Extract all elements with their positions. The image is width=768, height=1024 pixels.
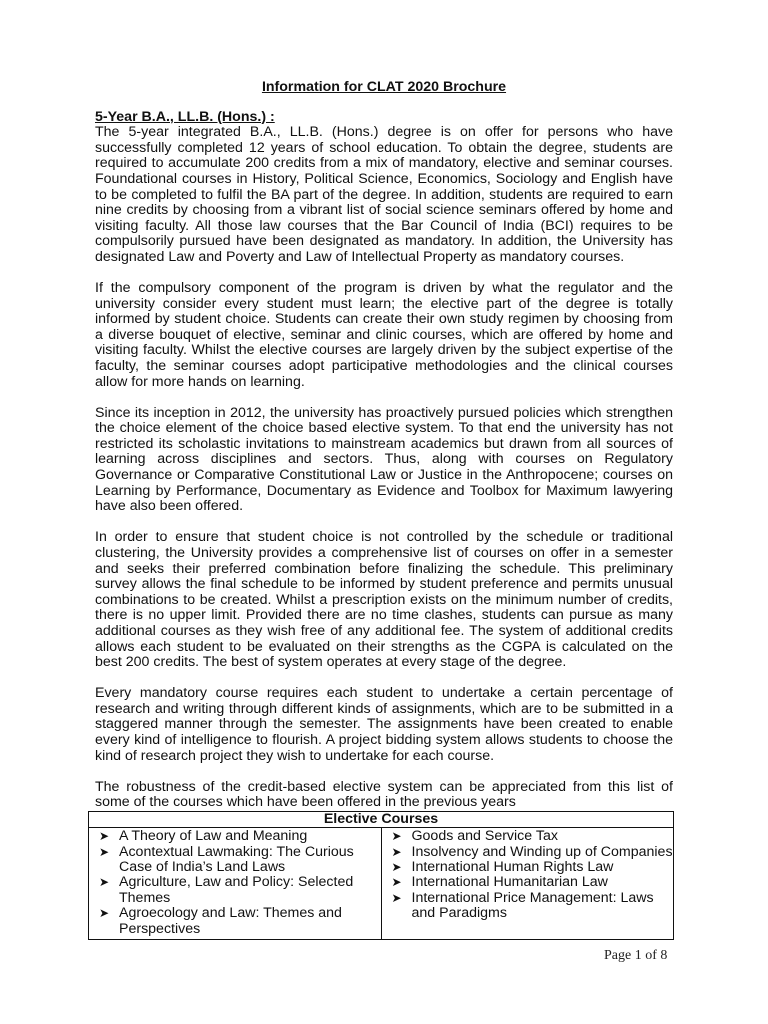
arrow-bullet-icon: ➤	[99, 906, 110, 921]
list-item: ➤ Insolvency and Winding up of Companies	[391, 843, 673, 860]
arrow-bullet-icon: ➤	[99, 844, 110, 859]
list-item: ➤ Acontextual Lawmaking: The Curious Case of India’s Land Laws	[99, 843, 354, 876]
paragraph-1: The 5-year integrated B.A., LL.B. (Hons.) degree is on offer for persons who have successfully completed 12 years of school education. To obtain the degree, students are required to accumulate 200 credits from a mix of mandatory, elective and seminar courses. Foundational courses in History, Political Science, Economics, Sociology and English have to be completed to fulfil the BA part of the degree. In addition, students are required to earn nine credits by choosing from a vibrant list of social science seminars offered by home and visiting faculty. All those law courses that the Bar Council of India (BCI) requires to be compulsorily pursued have been designated as mandatory. In addition, the University has designated Law and Poverty and Law of Intellectual Property as mandatory courses.	[95, 124, 673, 265]
arrow-bullet-icon: ➤	[391, 829, 402, 844]
arrow-bullet-icon: ➤	[391, 890, 402, 905]
paragraph-5: Every mandatory course requires each student to undertake a certain percentage of research and writing through different kinds of assignments, which are to be submitted in a staggered manner through the semester. The assignments have been created to enable every kind of intelligence to flourish. A project bidding system allows students to choose the kind of research project they wish to undertake for each course.	[95, 685, 673, 764]
section-heading: 5-Year B.A., LL.B. (Hons.) :	[95, 108, 275, 125]
left-column	[89, 828, 382, 940]
document-page	[95, 80, 673, 940]
list-item: ➤ Goods and Service Tax	[391, 828, 558, 845]
page-number: Page 1 of 8	[604, 948, 668, 963]
table-header: Elective Courses	[89, 811, 674, 827]
page-title: Information for CLAT 2020 Brochure	[261, 79, 507, 95]
paragraph-4: In order to ensure that student choice is not controlled by the schedule or traditional clustering, the University provides a comprehensive list of courses on offer in a semester and seeks their preferred combination before finalizing the schedule. This preliminary survey allows the final schedule to be informed by student preference and permits unusual combinations to be created. Whilst a prescription exists on the minimum number of credits, there is no upper limit. Provided there are no time clashes, students can pursue as many additional courses as they wish free of any additional fee. The system of additional credits allows each student to be evaluated on their strengths as the CGPA is calculated on the best 200 credits. The best of system operates at every stage of the degree.	[95, 529, 673, 671]
elective-courses-table	[88, 811, 674, 940]
arrow-bullet-icon: ➤	[391, 875, 402, 890]
arrow-bullet-icon: ➤	[391, 860, 402, 875]
arrow-bullet-icon: ➤	[391, 844, 402, 859]
list-item: ➤ A Theory of Law and Meaning	[99, 828, 308, 845]
paragraph-3: Since its inception in 2012, the university has proactively pursued policies which strengthen the choice element of the choice based elective system. To that end the university has not restricted its scholastic invitations to mainstream academics but drawn from all sources of learning across disciplines and sectors. Thus, along with courses on Regulatory Governance or Comparative Constitutional Law or Justice in the Anthropocene; courses on Learning by Performance, Documentary as Evidence and Toolbox for Maximum lawyering have also been offered.	[95, 404, 673, 515]
list-item: ➤ Agriculture, Law and Policy: Selected Themes	[99, 874, 354, 906]
list-item: ➤ International Price Management: Laws and Paradigms	[391, 889, 654, 922]
paragraph-6: The robustness of the credit-based elective system can be appreciated from this list of some of the courses which have been offered in the previous years	[95, 778, 673, 811]
list-item: ➤ Agroecology and Law: Themes and Perspectives	[99, 905, 342, 937]
paragraph-2: If the compulsory component of the program is driven by what the regulator and the university consider every student must learn; the elective part of the degree is totally informed by student choice. Students can create their own study regimen by choosing from a diverse bouquet of elective, seminar and clinic courses, which are offered by home and visiting faculty. Whilst the elective courses are largely driven by the subject expertise of the faculty, the seminar courses adopt participative methodologies and the clinical courses allow for more hands on learning.	[95, 280, 673, 390]
arrow-bullet-icon: ➤	[99, 829, 110, 844]
arrow-bullet-icon: ➤	[99, 875, 110, 890]
list-item: ➤ International Human Rights Law	[391, 859, 614, 876]
right-column	[381, 828, 674, 940]
list-item: ➤ International Humanitarian Law	[391, 874, 608, 891]
